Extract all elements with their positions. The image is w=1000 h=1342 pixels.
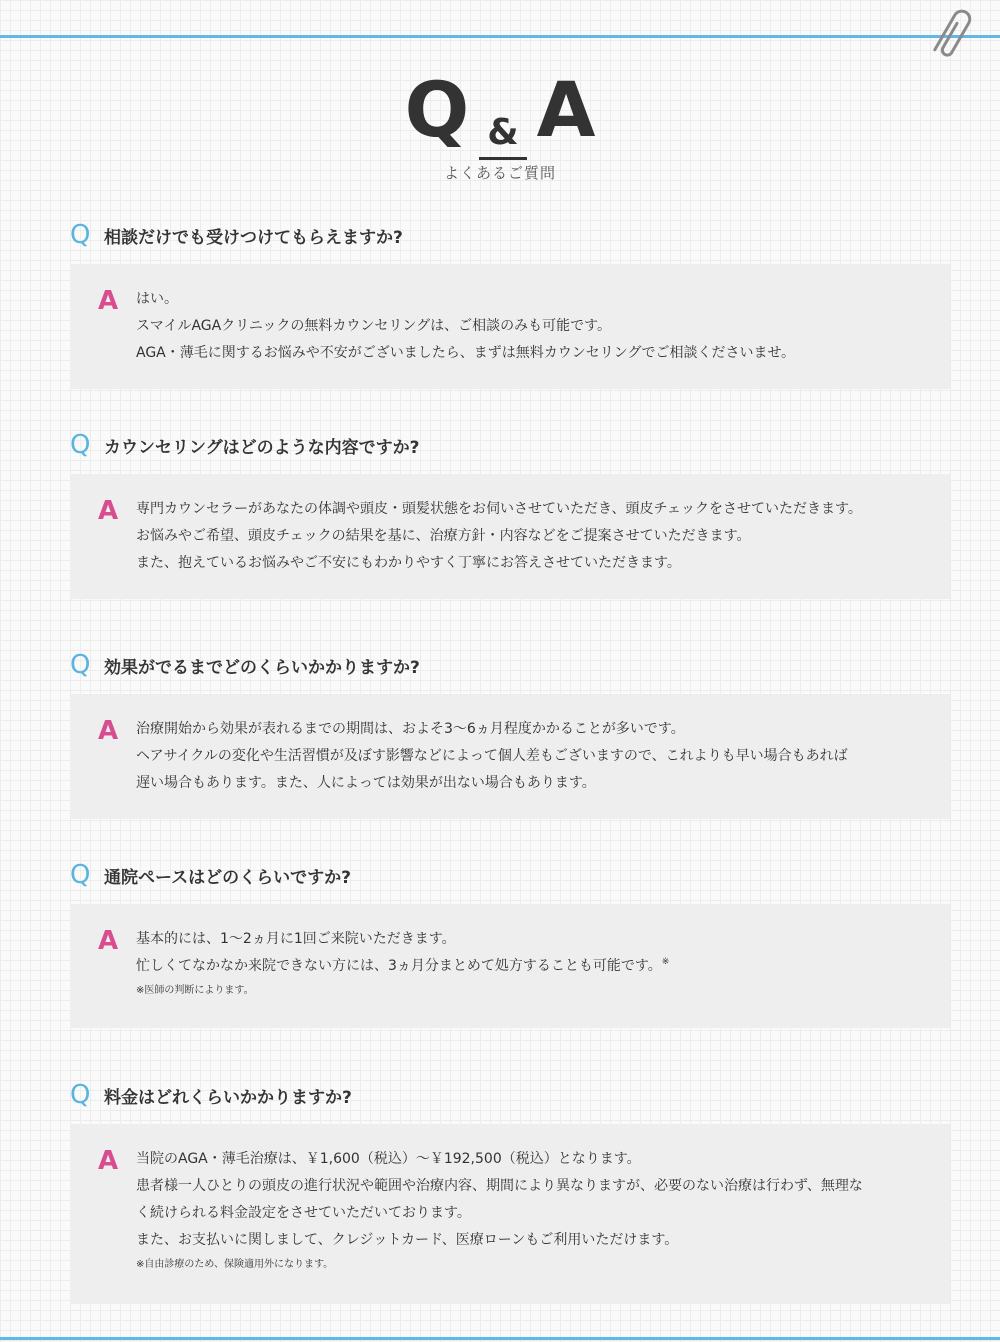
faq-item-4 (70, 860, 950, 1028)
answer-line: 基本的には、1〜2ヵ月に1回ご来院いただきます。 (136, 931, 456, 947)
faq-item-3 (70, 650, 950, 819)
a-mark: A (98, 716, 119, 746)
question-text: 効果がでるまでどのくらいかかりますか? (104, 657, 420, 678)
answer-line: また、お支払いに関しまして、クレジットカード、医療ローンもご利用いただけます。 (136, 1232, 679, 1248)
answer-line: ヘアサイクルの変化や生活習慣が及ぼす影響などによって個人差もございますので、これよりも早い場合もあれば (136, 748, 848, 764)
question-text: 通院ペースはどのくらいですか? (104, 867, 352, 888)
faq-item-2 (70, 430, 950, 599)
question-text: カウンセリングはどのような内容ですか? (104, 437, 420, 458)
title-a: A (536, 65, 596, 154)
faq-item-5 (70, 1080, 950, 1304)
q-mark: Q (70, 650, 91, 680)
bottom-rule (0, 1337, 1000, 1340)
question-text: 料金はどれくらいかかりますか? (104, 1087, 352, 1108)
q-mark: Q (70, 220, 91, 250)
qa-title (404, 65, 596, 154)
answer-line: 治療開始から効果が表れるまでの期間は、およそ3〜6ヵ月程度かかることが多いです。 (136, 721, 685, 737)
answer-box (70, 264, 950, 389)
q-mark: Q (70, 430, 91, 460)
a-mark: A (98, 926, 119, 956)
answer-line: お悩みやご希望、頭皮チェックの結果を基に、治療方針・内容などをご提案させていただきます。 (136, 528, 751, 544)
question-row (70, 1080, 950, 1110)
answer-line: スマイルAGAクリニックの無料カウンセリングは、ご相談のみも可能です。 (136, 318, 611, 334)
answer-line: 遅い場合もあります。また、人によっては効果が出ない場合もあります。 (136, 775, 596, 791)
q-mark: Q (70, 1080, 91, 1110)
page-header (0, 65, 1000, 183)
answer-note: ※医師の判断によります。 (136, 985, 254, 996)
a-mark: A (98, 286, 119, 316)
title-amp: & (487, 112, 519, 153)
answer-line: はい。 (136, 291, 178, 307)
question-row (70, 860, 950, 890)
paperclip-icon (924, 2, 980, 62)
a-mark: A (98, 1146, 119, 1176)
answer-box (70, 474, 950, 599)
faq-item-1 (70, 220, 950, 389)
answer-line: 患者様一人ひとりの頭皮の進行状況や範囲や治療内容、期間により異なりますが、必要のない治療は行わず、無理な (136, 1178, 863, 1194)
question-row (70, 650, 950, 680)
question-row (70, 220, 950, 250)
page-subtitle: よくあるご質問 (443, 164, 556, 182)
answer-note: ※自由診療のため、保険適用外になります。 (136, 1259, 334, 1270)
answer-line (136, 953, 920, 980)
answer-line-text: 忙しくてなかなか来院できない方には、3ヵ月分まとめて処方することも可能です。 (136, 958, 662, 974)
question-text: 相談だけでも受けつけてもらえますか? (104, 227, 403, 248)
footnote-mark: ※ (661, 957, 670, 967)
answer-line: AGA・薄毛に関するお悩みや不安がございましたら、まずは無料カウンセリングでご相談くださいませ。 (136, 345, 796, 361)
q-mark: Q (70, 860, 91, 890)
title-amp-underline (479, 113, 526, 160)
answer-line: 当院のAGA・薄毛治療は、￥1,600（税込）〜￥192,500（税込）となります。 (136, 1151, 641, 1167)
answer-line: く続けられる料金設定をさせていただいております。 (136, 1205, 471, 1221)
title-q: Q (404, 65, 470, 154)
answer-box (70, 904, 950, 1028)
top-rule (0, 35, 1000, 38)
answer-line: また、抱えているお悩みやご不安にもわかりやすく丁寧にお答えさせていただきます。 (136, 555, 681, 571)
answer-box (70, 694, 950, 819)
answer-box (70, 1124, 950, 1304)
a-mark: A (98, 496, 119, 526)
answer-line: 専門カウンセラーがあなたの体調や頭皮・頭髪状態をお伺いさせていただき、頭皮チェックをさせていただきます。 (136, 501, 862, 517)
question-row (70, 430, 950, 460)
